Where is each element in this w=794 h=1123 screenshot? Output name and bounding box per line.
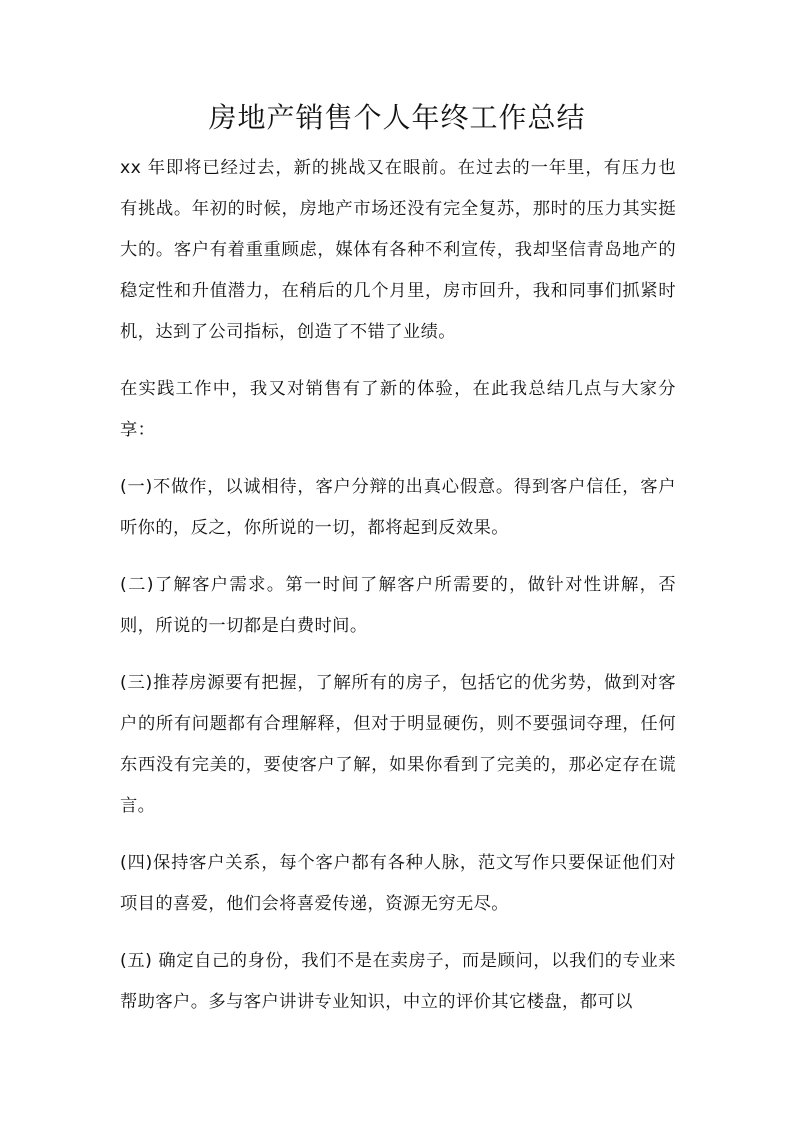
document-title: 房地产销售个人年终工作总结 [208,101,586,134]
paragraph-point-2: (二)了解客户需求。第一时间了解客户所需要的，做针对性讲解，否则，所说的一切都是白费时间。 [120,575,676,636]
paragraph-point-1: (一)不做作，以诚相待，客户分辩的出真心假意。得到客户信任，客户听你的，反之，你所说的一切，都将起到反效果。 [120,477,676,538]
paragraph-experience: 在实践工作中，我又对销售有了新的体验，在此我总结几点与大家分享： [120,379,676,440]
paragraph-point-4: (四)保持客户关系，每个客户都有各种人脉，范文写作只要保证他们对项目的喜爱，他们会将喜爱传递，资源无穷无尽。 [120,853,676,914]
paragraph-intro: xx 年即将已经过去，新的挑战又在眼前。在过去的一年里，有压力也有挑战。年初的时候，房地产市场还没有完全复苏，那时的压力其实挺大的。客户有着重重顾虑，媒体有各种不利宣传，我却坚信青岛地产的稳定性和升值潜力，在稍后的几个月里，房市回升，我和同事们抓紧时机，达到了公司指标，创造了不错了业绩。 [120,158,676,342]
paragraph-point-5: (五) 确定自己的身份，我们不是在卖房子，而是顾问，以我们的专业来帮助客户。多与客户讲讲专业知识，中立的评价其它楼盘，都可以 [120,951,676,1012]
paragraph-point-3: (三)推荐房源要有把握，了解所有的房子，包括它的优劣势，做到对客户的所有问题都有合理解释，但对于明显硬伤，则不要强词夺理，任何东西没有完美的，要使客户了解，如果你看到了完美的，那必定存在谎言。 [120,673,676,816]
document-body [120,148,676,1039]
